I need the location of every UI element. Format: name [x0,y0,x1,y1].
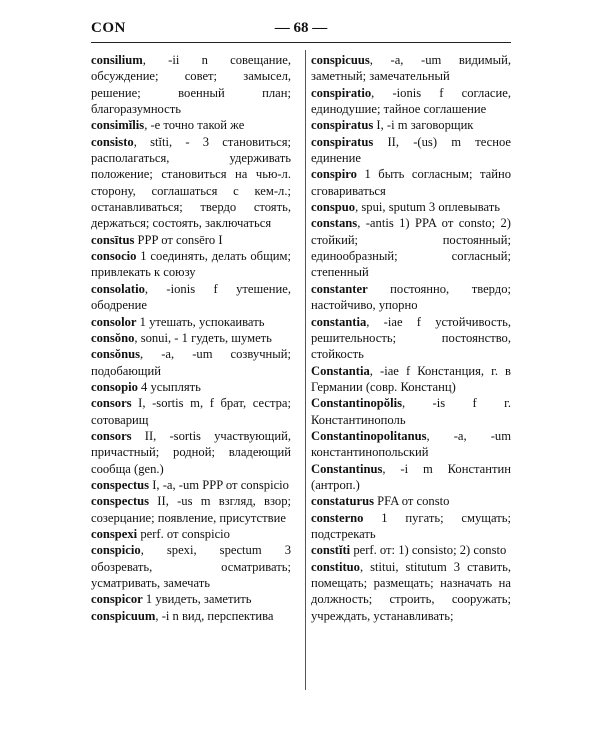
headword: conspicio [91,543,141,558]
dictionary-entry [311,363,511,396]
definition: I, -i m заговорщик [373,118,474,133]
definition: , sonui, - 1 гудеть, шуметь [134,330,272,345]
headword: Constantinopŏlis [311,396,402,411]
headword: conspicuus [311,53,370,67]
dictionary-entry [91,591,291,607]
dictionary-entry [311,559,511,624]
definition: , -ionis f согласие, единодушие; тайное соглашение [311,85,511,117]
headword: consolor [91,314,137,329]
dictionary-entry [91,542,291,591]
headword: consŏnus [91,347,140,362]
headword: consors [91,396,132,411]
dictionary-entry [311,117,511,133]
dictionary-entry [311,314,511,363]
headword: conspiratus [311,134,374,149]
headword: conspectus [91,494,150,509]
headword: constituo [311,559,360,574]
dictionary-entry [311,199,511,215]
definition: PPP от consēro I [134,232,223,247]
definition: 1 быть согласным; тайно сговариваться [311,167,511,198]
dictionary-entry [311,134,511,167]
definition: , -ii n совещание, обсуждение; совет; замысел, решение; военный план; благоразумность [91,53,291,117]
dictionary-entry [311,52,511,85]
definition: , -iae f Констанция, г. в Германии (совр. Констанц) [311,363,511,394]
definition: II, -sortis участвующий, причастный; родной; владеющий сообща (gen.) [91,428,291,476]
dictionary-entry [311,281,511,314]
headword: constaturus [311,494,374,509]
dictionary-entry [311,493,511,509]
definition: 1 соединять, делать общим; привлекать к союзу [91,249,291,280]
dictionary-entry [311,215,511,280]
definition: , spexi, spectum 3 обозревать, осматривать; усматривать, замечать [91,543,291,590]
headword: Constantinopolitanus [311,428,427,443]
definition: , -is f г. Константинополь [311,396,511,427]
headword: consītus [91,232,135,247]
definition: , stĭti, - 3 становиться; располагаться, удерживать положение; становиться на чью-л. сторону, соглашаться с кем-л.; останавливаться; твердо стоять, держаться; состоять, заключаться [91,134,291,231]
dictionary-entry [311,542,511,558]
running-head: CON [91,20,126,36]
definition: , -a, -um видимый, заметный; замечательный [311,53,511,84]
dictionary-entry [311,166,511,199]
definition: II, -(us) m тесное единение [311,134,511,166]
dictionary-entry [311,395,511,428]
dictionary-entry [311,510,511,543]
dictionary-entry [91,477,291,493]
headword: conspiro [311,167,357,182]
right-column [311,52,511,624]
definition: , -iae f устойчивость, решительность; постоянство, стойкость [311,314,511,362]
definition: , -i m Константин (антроп.) [311,461,511,492]
headword: constanter [311,281,368,296]
dictionary-entry [311,428,511,461]
headword: consimĭlis [91,118,145,133]
headword: consterno [311,510,364,525]
definition: , -antis 1) PPA от consto; 2) стойкий; постоянный; единообразный; согласный; степенный [311,216,511,280]
definition: I, -sortis m, f брат, сестра; сотоварищ [91,396,291,427]
dictionary-entry [91,314,291,330]
dictionary-entry [91,608,291,624]
headword: conspiratus [311,118,374,133]
dictionary-entry [91,117,291,133]
dictionary-entry [91,281,291,314]
dictionary-entry [311,85,511,118]
dictionary-entry [91,330,291,346]
headword: consocio [91,249,137,264]
definition: , stitui, stitutum 3 ставить, помещать; размещать; назначать на должность; строить, сооружать; учреждать, устанавливать; [311,559,511,623]
definition: I, -a, -um PPP от conspicio [149,477,289,492]
headword: conspiratio [311,85,372,100]
dictionary-entry [91,379,291,395]
definition: 1 увидеть, заметить [142,592,252,607]
dictionary-entry [91,248,291,281]
definition: 1 утешать, успокаивать [136,314,265,329]
headword: conspicuum [91,608,156,623]
definition: постоянно, твердо; настойчиво, упорно [311,281,511,313]
dictionary-entry [311,461,511,494]
definition: , -ionis f утешение, ободрение [91,281,291,313]
headword: conspuo [311,200,356,215]
definition: , -е точно такой же [144,118,245,133]
headword: consopio [91,379,138,394]
headword: consisto [91,134,134,149]
definition: perf. от: 1) consisto; 2) consto [350,543,507,558]
headword: consilium [91,53,143,67]
left-column [91,52,291,624]
dictionary-entry [91,232,291,248]
column-divider [305,50,306,690]
definition: , -i n вид, перспектива [155,608,274,623]
dictionary-entry [91,52,291,117]
definition: , -a, -um созвучный; подобающий [91,347,291,378]
definition: II, -us m взгляд, взор; созерцание; появление, присутствие [91,494,291,525]
headword: conspectus [91,477,150,492]
headword: conspexi [91,526,138,541]
dictionary-entry [91,428,291,477]
headword: constantia [311,314,367,329]
page-number: — 68 — [274,20,328,36]
definition: , -a, -um константинопольский [311,428,511,460]
dictionary-entry [91,346,291,379]
definition: , spui, sputum 3 оплевывать [355,200,500,215]
headword: consors [91,428,132,443]
dictionary-entry [91,134,291,232]
headword: Constantia [311,363,370,378]
dictionary-entry [91,526,291,542]
dictionary-entry [91,493,291,526]
dictionary-entry [91,395,291,428]
header-rule [91,42,511,43]
definition: PFA от consto [373,494,450,509]
definition: perf. от conspicio [137,526,230,541]
headword: consŏno [91,330,135,345]
page-header [91,20,511,44]
headword: constans [311,216,358,231]
headword: constĭti [311,543,351,558]
headword: Constantinus [311,461,383,476]
definition: 4 усыплять [137,379,201,394]
headword: consolatio [91,281,145,296]
headword: conspicor [91,592,143,607]
definition: 1 пугать; смущать; подстрекать [311,510,511,541]
